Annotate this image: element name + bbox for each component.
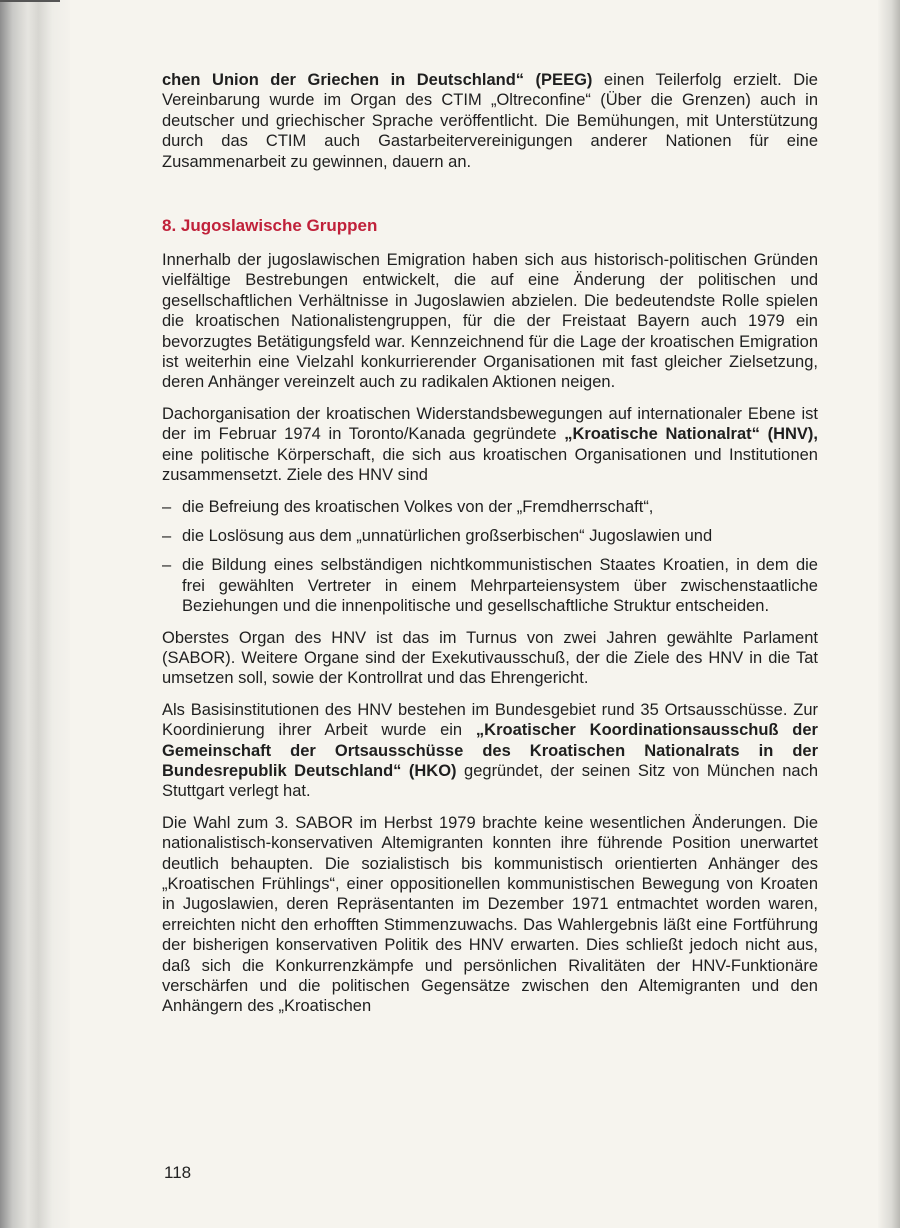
list-item: – die Bildung eines selbständigen nichtkommunistischen Staates Kroatien, in dem die frei gewählten Vertreter in einem Mehrparteiensystem über zwischenstaatliche Beziehungen und die innenpolitische und gesellschaftliche Struktur entscheiden.: [162, 555, 818, 616]
paragraph-continuation: [162, 70, 818, 172]
page-number: 118: [164, 1163, 192, 1182]
paragraph-election: Die Wahl zum 3. SABOR im Herbst 1979 brachte keine wesentlichen Änderungen. Die nationalistisch-konservativen Altemigranten konnten ihre führende Position unerwartet deutlich behaupten. Die sozialistisch bis kommunistisch orientierten Anhänger des „Kroatischen Frühlings“, einer oppositionellen kommunistischen Bewegung von Kroaten in Jugoslawien, deren Repräsentanten im Dezember 1971 entmachtet worden waren, erreichten nicht den erhofften Stimmenzuwachs. Das Wahlergebnis läßt eine Fortführung der bisherigen konservativen Politik des HNV erwarten. Dies schließt jedoch nicht aus, daß sich die Konkurrenzkämpfe und persönlichen Rivalitäten der HNV-Funktionäre verschärfen und die politischen Gegensätze zwischen den Altemigranten und den Anhängern des „Kroatischen: [162, 813, 818, 1016]
paragraph-intro: Innerhalb der jugoslawischen Emigration haben sich aus historisch-politischen Gründen vielfältige Bestrebungen entwickelt, die auf eine Änderung der politischen und gesellschaftlichen Verhältnisse in Jugoslawien abzielen. Die bedeutendste Rolle spielen die kroatischen Nationalistengruppen, für die der Freistaat Bayern auch 1979 ein bevorzugtes Betätigungsfeld war. Kennzeichnend für die Lage der kroatischen Emigration ist weiterhin eine Vielzahl konkurrierender Organisationen mit fast gleicher Zielsetzung, deren Anhänger vereinzelt auch zu radikalen Aktionen neigen.: [162, 251, 818, 392]
section-heading: 8. Jugoslawische Gruppen: [162, 216, 378, 236]
paragraph-hko: [162, 700, 818, 802]
paragraph-text: einen Teilerfolg erzielt. Die Vereinbarung wurde im Organ des CTIM „Oltreconfine“ (Über die Grenzen) auch in deutscher und griechischer Sprache veröffentlicht. Die Bemühungen, mit Unterstützung durch das CTIM auch Gastarbeitervereinigungen anderer Nationen für eine Zusammenarbeit zu gewinnen, dauern an.: [162, 71, 818, 171]
goals-list: [162, 497, 818, 617]
paragraph-hnv: [162, 404, 818, 486]
bold-organization-name: „Kroatische Nationalrat“ (HNV),: [564, 425, 818, 444]
binding-mark: [0, 0, 60, 14]
bold-organization-name: chen Union der Griechen in Deutschland“ (PEEG): [162, 71, 593, 89]
book-spine-shadow: [0, 0, 70, 1228]
paragraph-text: eine politische Körperschaft, die sich aus kroatischen Organisationen und Institutionen zusammensetzt. Ziele des HNV sind: [162, 445, 818, 485]
list-item: – die Befreiung des kroatischen Volkes von der „Fremdherrschaft“,: [162, 497, 818, 517]
bold-organization-name: „Kroatischer Koordinationsausschuß der Gemeinschaft der Ortsausschüsse des Kroatischen Nationalrats in der Bundesrepublik Deutschland“ (HKO): [162, 721, 818, 780]
paragraph-text: Als Basisinstitutionen des HNV bestehen im Bundesgebiet rund 35 Ortsausschüsse. Zur Koordinierung ihrer Arbeit wurde ein: [162, 700, 818, 740]
page-body: [162, 70, 818, 1028]
page-edge-shadow: [878, 0, 900, 1228]
paragraph-organs: Oberstes Organ des HNV ist das im Turnus von zwei Jahren gewählte Parlament (SABOR). Weitere Organe sind der Exekutivausschuß, der die Ziele des HNV in die Tat umsetzen soll, sowie der Kontrollrat und das Ehrengericht.: [162, 628, 818, 688]
paragraph-text: Dachorganisation der kroatischen Widerstandsbewegungen auf internationaler Ebene ist der im Februar 1974 in Toronto/Kanada gegründete: [162, 404, 818, 444]
paragraph-text: gegründet, der seinen Sitz von München nach Stuttgart verlegt hat.: [162, 761, 818, 801]
list-item: – die Loslösung aus dem „unnatürlichen großserbischen“ Jugoslawien und: [162, 526, 818, 546]
